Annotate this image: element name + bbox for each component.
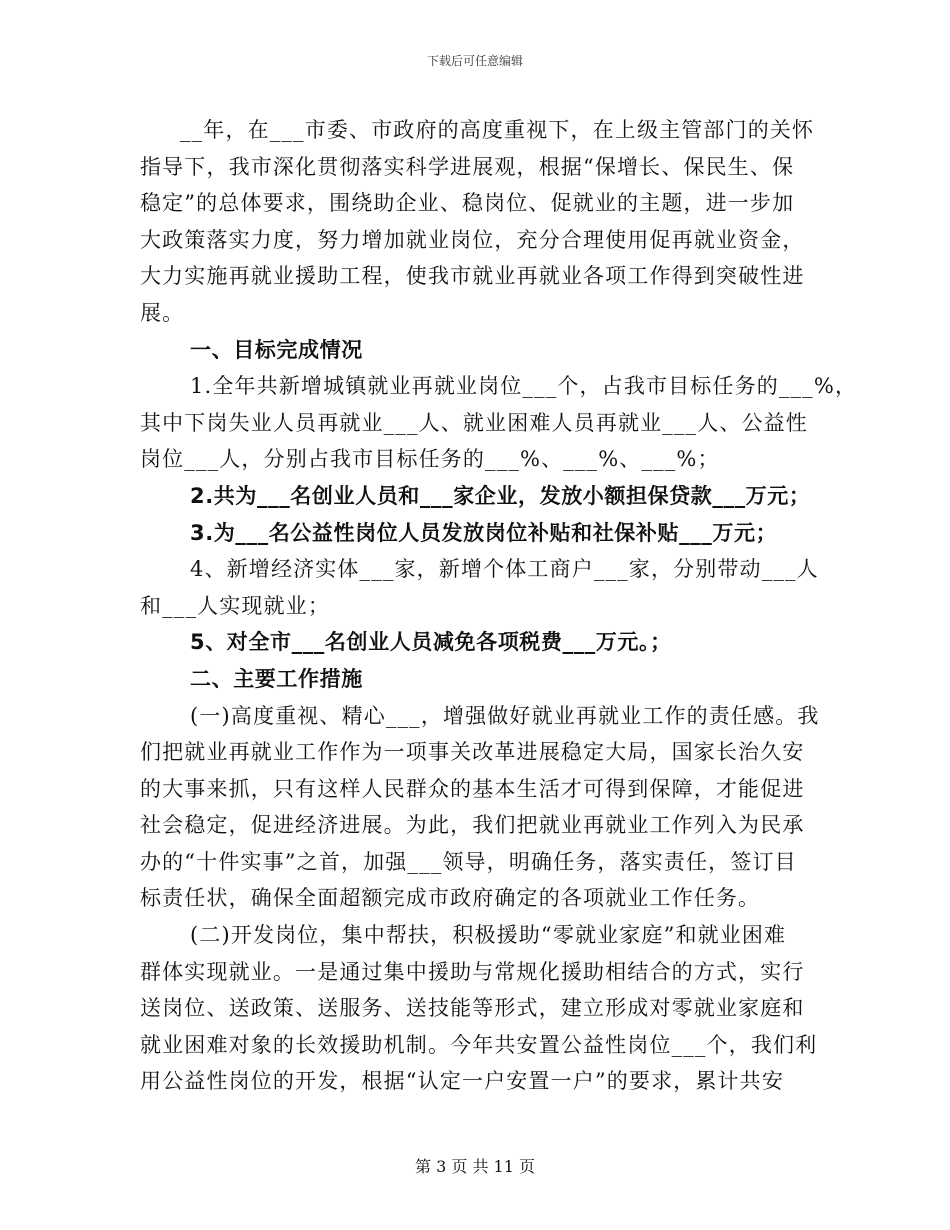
paragraph-line: 标责任状，确保全面超额完成市政府确定的各项就业工作任务。 <box>140 886 761 911</box>
paragraph-line: 指导下，我市深化贯彻落实科学进展观，根据“保增长、保民生、保 <box>140 154 795 179</box>
paragraph-line: (二)开发岗位，集中帮扶，积极援助“零就业家庭”和就业困难 <box>190 923 787 948</box>
paragraph-line: 岗位___人，分别占我市目标任务的___%、___%、___%； <box>140 447 720 472</box>
heading-line: 5、对全市___名创业人员减免各项税费___万元。； <box>190 630 672 655</box>
paragraph-line: 办的“十件实事”之首，加强___领导，明确任务，落实责任，签订目 <box>140 849 797 874</box>
paragraph-line: 群体实现就业。一是通过集中援助与常规化援助相结合的方式，实行 <box>140 959 805 984</box>
paragraph-line: 社会稳定，促进经济进展。为此，我们把就业再就业工作列入为民承 <box>140 813 805 838</box>
paragraph-line: 和___人实现就业； <box>140 593 330 618</box>
heading-line: 2.共为___名创业人员和___家企业，发放小额担保贷款___万元； <box>190 483 811 508</box>
paragraph-line: 的大事来抓，只有这样人民群众的基本生活才可得到保障，才能促进 <box>140 776 805 801</box>
page-header-note: 下载后可任意编辑 <box>426 54 523 68</box>
heading-line: 3.为___名公益性岗位人员发放岗位补贴和社保补贴___万元； <box>190 520 778 545</box>
page-number: 第 3 页 共 11 页 <box>415 1157 535 1176</box>
paragraph-line: 4、新增经济实体___家，新增个体工商户___家，分别带动___人 <box>190 557 819 582</box>
paragraph-line: 送岗位、送政策、送服务、送技能等形式，建立形成对零就业家庭和 <box>140 996 805 1021</box>
paragraph-line: 1.全年共新增城镇就业再就业岗位___个，占我市目标任务的___%， <box>190 374 858 399</box>
document-body <box>140 112 858 1100</box>
paragraph-line: (一)高度重视、精心___，增强做好就业再就业工作的责任感。我 <box>190 703 820 728</box>
paragraph-line: 用公益性岗位的开发，根据“认定一户安置一户”的要求，累计共安 <box>140 1069 784 1094</box>
paragraph-line: 其中下岗失业人员再就业___人、就业困难人员再就业___人、公益性 <box>140 410 808 435</box>
heading-line: 一、目标完成情况 <box>190 337 363 362</box>
paragraph-line: 稳定”的总体要求，围绕助企业、稳岗位、促就业的主题，进一步加 <box>140 191 795 216</box>
paragraph-line: 就业困难对象的长效援助机制。今年共安置公益性岗位___个，我们利 <box>140 1032 818 1057</box>
paragraph-line: 们把就业再就业工作作为一项事关改革进展稳定大局，国家长治久安 <box>140 740 805 765</box>
heading-line: 二、主要工作措施 <box>190 666 363 691</box>
paragraph-line: __年，在___市委、市政府的高度重视下，在上级主管部门的关怀 <box>180 118 815 142</box>
paragraph-line: 展。 <box>140 300 185 325</box>
paragraph-line: 大力实施再就业援助工程，使我市就业再就业各项工作得到突破性进 <box>140 264 805 289</box>
paragraph-line: 大政策落实力度，努力增加就业岗位，充分合理使用促再就业资金， <box>140 227 805 252</box>
